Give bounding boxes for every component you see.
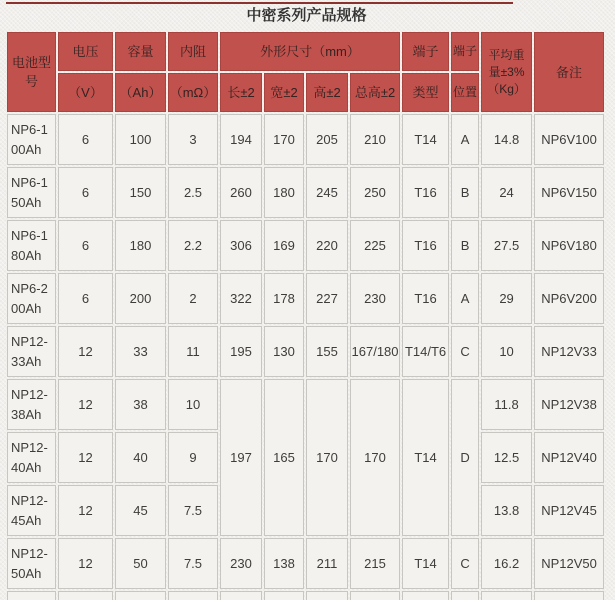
cell-weight: 16.2: [481, 538, 532, 589]
cell-total-height: 230: [350, 273, 400, 324]
cell-height: 220: [306, 220, 348, 271]
cell-total-height: 225: [350, 220, 400, 271]
cell-empty: [7, 591, 56, 600]
cell-remark: NP12V50: [534, 538, 604, 589]
header-terminal-position: 位置: [451, 73, 479, 112]
cell-empty: [481, 591, 532, 600]
top-rule: [6, 2, 513, 4]
cell-model: NP12-33Ah: [7, 326, 56, 377]
cell-model: NP12-50Ah: [7, 538, 56, 589]
cell-terminal-type: T14: [402, 538, 449, 589]
cell-resistance: 2.2: [168, 220, 218, 271]
cell-length: 322: [220, 273, 262, 324]
cell-model: NP6-100Ah: [7, 114, 56, 165]
header-resistance-unit: （mΩ）: [168, 73, 218, 112]
cell-weight: 12.5: [481, 432, 532, 483]
cell-terminal-position: D: [451, 379, 479, 536]
header-voltage-unit: （V）: [58, 73, 113, 112]
cell-height: 155: [306, 326, 348, 377]
cell-width: 165: [264, 379, 304, 536]
cell-length: 230: [220, 538, 262, 589]
cell-voltage: 12: [58, 432, 113, 483]
cell-remark: NP6V180: [534, 220, 604, 271]
cell-height: 227: [306, 273, 348, 324]
header-remark: 备注: [534, 32, 604, 112]
cell-voltage: 12: [58, 326, 113, 377]
cell-length: 195: [220, 326, 262, 377]
cell-model: NP6-180Ah: [7, 220, 56, 271]
header-avg-weight: 平均重量±3%（Kg）: [481, 32, 532, 112]
cell-terminal-type: T14: [402, 379, 449, 536]
table-row: [7, 167, 604, 218]
cell-width: 130: [264, 326, 304, 377]
cell-voltage: 6: [58, 167, 113, 218]
cell-width: 178: [264, 273, 304, 324]
table-row: [7, 114, 604, 165]
cell-empty: [264, 591, 304, 600]
cell-remark: NP6V200: [534, 273, 604, 324]
cell-weight: 11.8: [481, 379, 532, 430]
header-terminal-2: 端子: [451, 32, 479, 71]
cell-empty: [115, 591, 166, 600]
header-dimensions: 外形尺寸（mm）: [220, 32, 400, 71]
header-terminal-type: 类型: [402, 73, 449, 112]
cell-width: 180: [264, 167, 304, 218]
cell-empty: [220, 591, 262, 600]
table-row-clipped: [7, 591, 604, 600]
cell-resistance: 9: [168, 432, 218, 483]
cell-remark: NP12V45: [534, 485, 604, 536]
cell-terminal-type: T16: [402, 167, 449, 218]
cell-width: 138: [264, 538, 304, 589]
cell-remark: NP6V100: [534, 114, 604, 165]
cell-model: NP12-40Ah: [7, 432, 56, 483]
header-capacity: 容量: [115, 32, 166, 71]
header-width: 宽±2: [264, 73, 304, 112]
table-row: [7, 379, 604, 430]
cell-terminal-position: A: [451, 273, 479, 324]
cell-terminal-position: A: [451, 114, 479, 165]
table-row: [7, 273, 604, 324]
header-length: 长±2: [220, 73, 262, 112]
cell-model: NP6-150Ah: [7, 167, 56, 218]
cell-empty: [58, 591, 113, 600]
cell-resistance: 2: [168, 273, 218, 324]
table-row: [7, 220, 604, 271]
cell-empty: [168, 591, 218, 600]
cell-remark: NP6V150: [534, 167, 604, 218]
cell-capacity: 180: [115, 220, 166, 271]
cell-resistance: 7.5: [168, 538, 218, 589]
cell-total-height: 250: [350, 167, 400, 218]
cell-terminal-type: T14: [402, 114, 449, 165]
header-total-height: 总高±2: [350, 73, 400, 112]
cell-terminal-type: T14/T6: [402, 326, 449, 377]
cell-voltage: 6: [58, 273, 113, 324]
cell-remark: NP12V40: [534, 432, 604, 483]
cell-resistance: 3: [168, 114, 218, 165]
cell-weight: 10: [481, 326, 532, 377]
cell-weight: 24: [481, 167, 532, 218]
spec-table: [5, 30, 606, 600]
header-battery-model: 电池型号: [7, 32, 56, 112]
cell-terminal-position: B: [451, 220, 479, 271]
cell-empty: [350, 591, 400, 600]
cell-total-height: 210: [350, 114, 400, 165]
cell-terminal-position: B: [451, 167, 479, 218]
header-resistance: 内阻: [168, 32, 218, 71]
cell-length: 197: [220, 379, 262, 536]
cell-weight: 29: [481, 273, 532, 324]
cell-capacity: 200: [115, 273, 166, 324]
cell-terminal-type: T16: [402, 220, 449, 271]
cell-model: NP6-200Ah: [7, 273, 56, 324]
cell-empty: [534, 591, 604, 600]
cell-voltage: 12: [58, 538, 113, 589]
cell-capacity: 50: [115, 538, 166, 589]
cell-capacity: 150: [115, 167, 166, 218]
cell-length: 260: [220, 167, 262, 218]
cell-capacity: 38: [115, 379, 166, 430]
cell-voltage: 6: [58, 220, 113, 271]
cell-resistance: 2.5: [168, 167, 218, 218]
cell-remark: NP12V33: [534, 326, 604, 377]
cell-capacity: 45: [115, 485, 166, 536]
cell-length: 306: [220, 220, 262, 271]
cell-model: NP12-45Ah: [7, 485, 56, 536]
header-voltage: 电压: [58, 32, 113, 71]
header-height: 高±2: [306, 73, 348, 112]
cell-height: 245: [306, 167, 348, 218]
cell-voltage: 6: [58, 114, 113, 165]
cell-voltage: 12: [58, 485, 113, 536]
cell-resistance: 11: [168, 326, 218, 377]
cell-terminal-position: C: [451, 326, 479, 377]
cell-weight: 27.5: [481, 220, 532, 271]
cell-empty: [402, 591, 449, 600]
cell-remark: NP12V38: [534, 379, 604, 430]
cell-capacity: 100: [115, 114, 166, 165]
cell-length: 194: [220, 114, 262, 165]
cell-capacity: 40: [115, 432, 166, 483]
cell-terminal-type: T16: [402, 273, 449, 324]
cell-width: 170: [264, 114, 304, 165]
cell-model: NP12-38Ah: [7, 379, 56, 430]
cell-height: 211: [306, 538, 348, 589]
cell-weight: 13.8: [481, 485, 532, 536]
cell-total-height: 170: [350, 379, 400, 536]
cell-total-height: 167/180: [350, 326, 400, 377]
cell-voltage: 12: [58, 379, 113, 430]
cell-total-height: 215: [350, 538, 400, 589]
cell-resistance: 7.5: [168, 485, 218, 536]
header-capacity-unit: （Ah）: [115, 73, 166, 112]
header-terminal: 端子: [402, 32, 449, 71]
cell-width: 169: [264, 220, 304, 271]
cell-height: 205: [306, 114, 348, 165]
cell-empty: [306, 591, 348, 600]
cell-capacity: 33: [115, 326, 166, 377]
cell-resistance: 10: [168, 379, 218, 430]
cell-terminal-position: C: [451, 538, 479, 589]
cell-empty: [451, 591, 479, 600]
table-row: [7, 326, 604, 377]
table-row: [7, 538, 604, 589]
page-title: 中密系列产品规格: [246, 7, 367, 24]
header-row-1: [7, 32, 604, 71]
cell-height: 170: [306, 379, 348, 536]
cell-weight: 14.8: [481, 114, 532, 165]
